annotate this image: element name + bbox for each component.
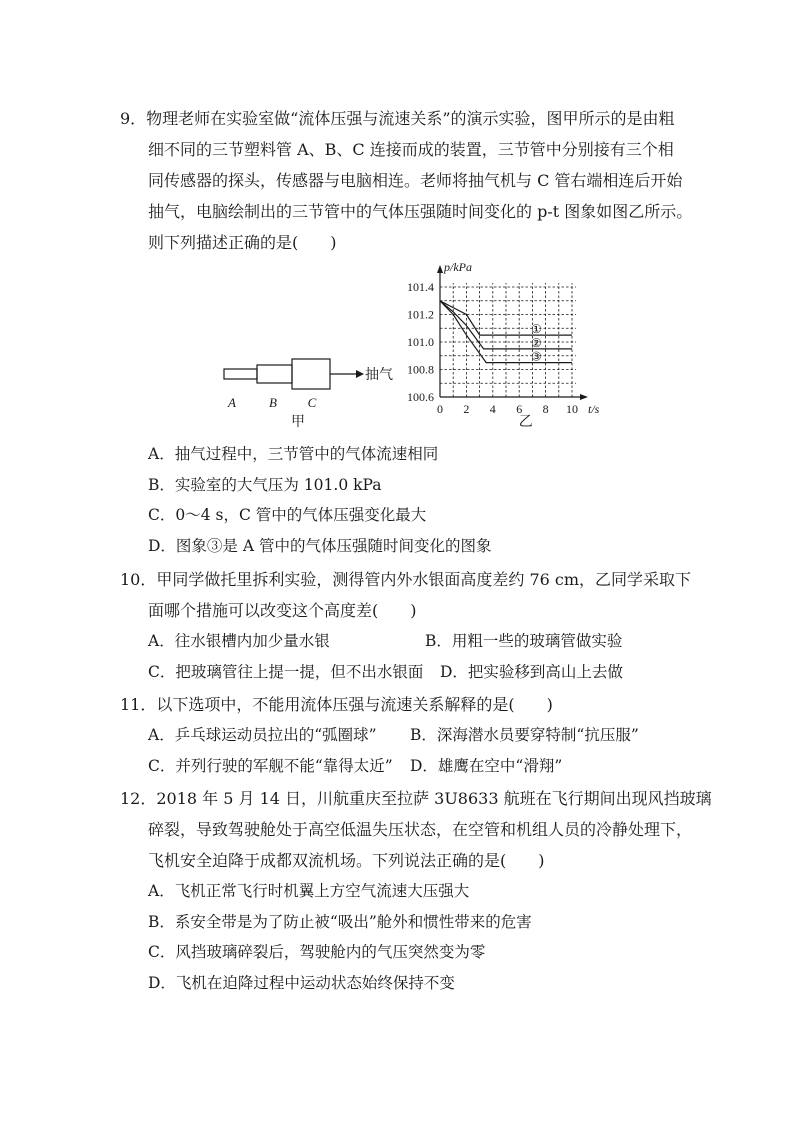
q9-option-d[interactable]: D．图象③是 A 管中的气体压强随时间变化的图象	[148, 536, 492, 555]
y-tick-label: 101.2	[407, 307, 434, 322]
tube-label-b: B	[269, 395, 277, 410]
q9-line-2: 细不同的三节塑料管 A、B、C 连接而成的装置，三节管中分别接有三个相	[148, 140, 674, 159]
q9-option-c[interactable]: C．0～4 s，C 管中的气体压强变化最大	[148, 506, 427, 524]
q11-option-a[interactable]: A．乒乓球运动员拉出的“弧圈球”	[148, 726, 377, 744]
tube-label-a: A	[228, 395, 236, 410]
series-label-1: ①	[530, 322, 542, 337]
q12-line-1: 12．2018 年 5 月 14 日，川航重庆至拉萨 3U8633 航班在飞行期间出现风挡玻璃	[120, 789, 712, 808]
q12-option-b[interactable]: B．系安全带是为了防止被“吸出”舱外和惯性带来的危害	[148, 912, 532, 931]
q10-line-1: 10．甲同学做托里拆利实验，测得管内外水银面高度差约 76 cm，乙同学采取下	[120, 570, 692, 589]
q10-options-row-1	[120, 626, 680, 657]
q10-option-b[interactable]: B．用粗一些的玻璃管做实验	[425, 632, 623, 650]
tube-c	[292, 359, 330, 389]
y-axis-label: p/kPa	[444, 260, 472, 274]
x-axis-label: t/s	[588, 402, 600, 416]
q12-line-2: 碎裂，导致驾驶舱处于高空低温失压状态，在空管和机组人员的冷静处理下，	[148, 820, 693, 839]
q9-line-4: 抽气，电脑绘制出的三节管中的气体压强随时间变化的 p-t 图象如图乙所示。	[148, 202, 693, 221]
question-10	[120, 564, 692, 687]
q11-option-c[interactable]: C．并列行驶的军舰不能“靠得太近”	[148, 756, 393, 775]
tube-b	[257, 365, 292, 383]
q12-option-d[interactable]: D．飞机在迫降过程中运动状态始终保持不变	[148, 973, 455, 992]
q10-option-d[interactable]: D．把实验移到高山上去做	[440, 662, 623, 681]
q9-option-a[interactable]: A．抽气过程中，三节管中的气体流速相同	[148, 445, 439, 463]
question-11	[120, 689, 680, 781]
q9-option-b[interactable]: B．实验室的大气压为 101.0 kPa	[148, 475, 382, 494]
q12-option-a[interactable]: A．飞机正常飞行时机翼上方空气流速大压强大	[148, 882, 470, 900]
q12-option-c[interactable]: C．风挡玻璃碎裂后，驾驶舱内的气压突然变为零	[148, 943, 486, 961]
q9-line-3: 同传感器的探头，传感器与电脑相连。老师将抽气机与 C 管右端相连后开始	[148, 171, 683, 190]
q10-line-2: 面哪个措施可以改变这个高度差( )	[148, 601, 417, 620]
caption-jia: 甲	[291, 415, 305, 430]
series-label-3: ③	[530, 349, 542, 364]
q11-line-1: 11．以下选项中，不能用流体压强与流速关系解释的是( )	[120, 695, 553, 714]
pressure-time-chart	[407, 260, 600, 430]
q9-figures	[210, 255, 630, 435]
question-9	[120, 103, 693, 258]
x-tick-label: 2	[463, 402, 470, 416]
y-axis-arrow	[437, 265, 443, 273]
q11-option-b[interactable]: B．深海潜水员要穿特制“抗压服”	[410, 726, 639, 744]
q11-option-d[interactable]: D．雄鹰在空中“滑翔”	[410, 756, 563, 775]
x-tick-label: 10	[566, 402, 578, 416]
tube-apparatus	[224, 359, 393, 430]
question-12	[120, 783, 712, 998]
y-tick-label: 100.6	[407, 390, 434, 404]
y-tick-label: 101.0	[407, 335, 434, 349]
pump-arrow-head	[356, 370, 364, 378]
q10-option-a[interactable]: A．往水银槽内加少量水银	[148, 632, 330, 650]
x-axis-arrow	[580, 394, 588, 400]
pump-label: 抽气	[365, 368, 393, 383]
q12-line-3: 飞机安全迫降于成都双流机场。下列说法正确的是( )	[148, 851, 545, 870]
x-tick-label: 8	[542, 402, 549, 416]
tube-label-c: C	[307, 395, 317, 410]
q9-options	[120, 439, 680, 561]
caption-yi: 乙	[518, 415, 533, 430]
y-tick-label: 101.4	[407, 280, 434, 294]
q10-options-row-2	[120, 657, 680, 688]
y-tick-label: 100.8	[407, 362, 434, 377]
q11-options-row-1	[120, 720, 680, 751]
x-tick-label: 0	[437, 402, 443, 416]
x-tick-label: 6	[516, 402, 523, 416]
q9-figure-svg	[210, 255, 630, 435]
x-tick-label: 4	[489, 402, 496, 416]
q9-line-5: 则下列描述正确的是( )	[148, 233, 337, 252]
series-label-2: ②	[530, 335, 542, 350]
tube-a	[224, 369, 257, 379]
q10-option-c[interactable]: C．把玻璃管往上提一提，但不出水银面	[148, 662, 424, 681]
q9-line-1: 9．物理老师在实验室做“流体压强与流速关系”的演示实验，图甲所示的是由粗	[120, 109, 675, 128]
q11-options-row-2	[120, 751, 680, 782]
